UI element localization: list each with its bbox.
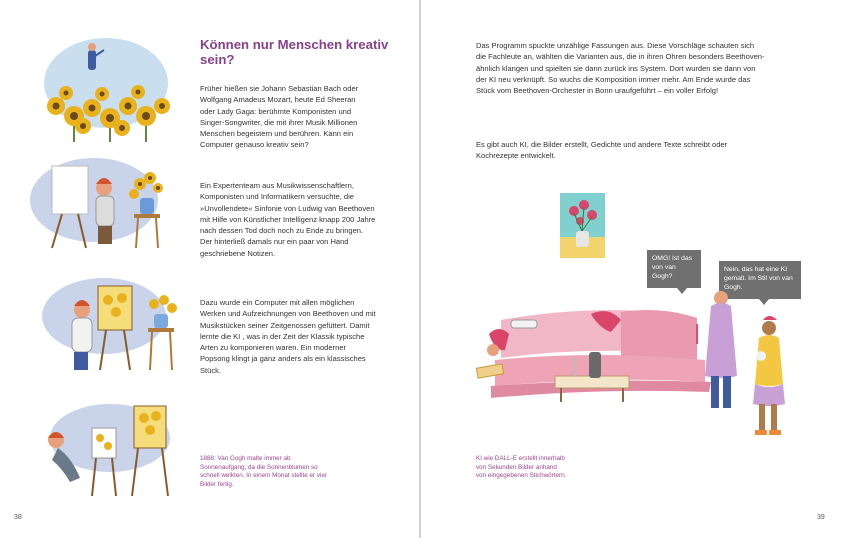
page-number-left: 38 xyxy=(14,514,22,521)
right-page xyxy=(421,0,842,538)
ai-flower-painting xyxy=(560,193,605,258)
speech-bubble-woman-text: OMG! Ist das von van Gogh? xyxy=(652,255,693,280)
dall-e-caption: KI wie DALL-E erstellt innerhalb von Sekunden Bilder anhand von eingegebenen Stichwörtern. xyxy=(476,455,567,480)
speech-bubble-girl-text: Nein, das hat eine KI gemalt. Im Stil von van Gogh. xyxy=(724,266,793,291)
speech-bubble-woman xyxy=(647,250,701,288)
page-title: Können nur Menschen kreativ sein? xyxy=(200,37,389,67)
beethoven-paragraph: Ein Expertenteam aus Musikwissenschaftlern, Komponisten und Informatikern versuchte, die »Unvollendete« Sinfonie von Ludwig van Beethoven mit Hilfe von Künstlicher Intelligenz knapp 200 Jahre nach dessen Tod doch noch zu Ende zu bringen. Der hinterließ damals nur ein paar von Hand geschriebene Notizen. xyxy=(200,181,376,258)
computer-paragraph: Dazu wurde ein Computer mit allen möglichen Werken und Aufzeichnungen von Beethoven und mit Musikstücken seiner Zeitgenossen gefüttert. Damit lernte die KI , was in der Zeit der Klassik typische Arten zu komponieren waren. Ein moderner Popsong klingt ja ganz anders als ein klassisches Stück. xyxy=(200,298,376,375)
ai-uses-paragraph: Es gibt auch KI, die Bilder erstellt, Gedichte und andere Texte schreibt oder Kochrezepte entwickelt. xyxy=(476,140,728,161)
van-gogh-caption: 1888: Van Gogh malte immer ab Sonnenaufgang, da die Sonnenblumen so schnell welkten. In einem Monat stellte er vier Bilder fertig. xyxy=(200,455,328,488)
page-number-right: 39 xyxy=(817,514,825,521)
left-page xyxy=(0,0,420,538)
program-paragraph: Das Programm spuckte unzählige Fassungen aus. Diese Vorschläge schauten sich die Fachleute an, wählten die Varianten aus, die in ihren Ohren besonders Beethoven-ähnlich klangen und spielten sie dann zurück ins System. Dort wurden sie dann von der KI neu verknüpft. So wuchs die Komposition immer mehr. Am Ende wurde das Stück vom Beethoven-Orchester in Bonn uraufgeführt – ein voller Erfolg! xyxy=(476,41,765,96)
living-room-illustration xyxy=(471,290,811,460)
painter-sunflowers-illustration xyxy=(36,272,186,372)
intro-paragraph: Früher hießen sie Johann Sebastian Bach oder Wolfgang Amadeus Mozart, heute Ed Sheeran oder Lady Gaga: berühmte Komponisten und Singer-Songwriter, die mit ihrer Musik Millionen Menschen begeistern und berühren. Kann ein Computer genauso kreativ sein? xyxy=(200,84,359,150)
tired-painter-illustration xyxy=(38,398,183,498)
sunflower-field-illustration xyxy=(28,28,178,143)
painter-easel-illustration xyxy=(24,148,174,253)
